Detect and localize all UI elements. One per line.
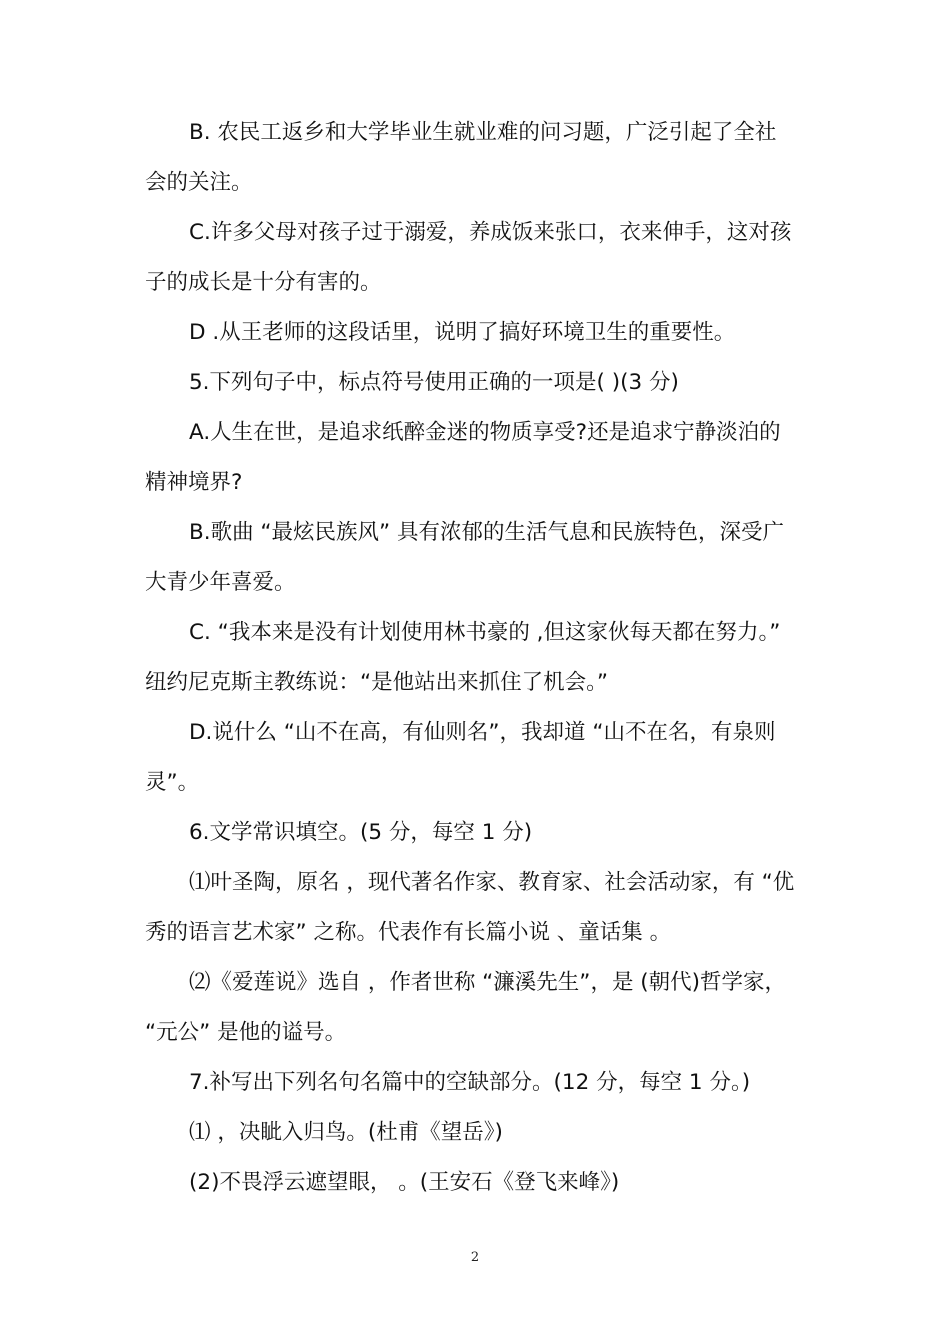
text-line: “元公” 是他的谥号。: [145, 1020, 347, 1045]
question-heading: 7.补写出下列名句名篇中的空缺部分。(12 分，每空 1 分。): [189, 1070, 751, 1095]
question-heading: 5.下列句子中，标点符号使用正确的一项是( )(3 分): [189, 370, 679, 395]
text-line: ⑴ ，决眦入归鸟。(杜甫《望岳》): [189, 1120, 503, 1145]
text-line: D .从王老师的这段话里，说明了搞好环境卫生的重要性。: [189, 320, 736, 345]
text-line: 会的关注。: [145, 170, 253, 195]
text-line: 纽约尼克斯主教练说：“是他站出来抓住了机会。”: [145, 670, 609, 695]
text-line: 大青少年喜爱。: [145, 570, 296, 595]
text-line: 子的成长是十分有害的。: [145, 270, 382, 295]
text-line: C. “我本来是没有计划使用林书豪的 ,但这家伙每天都在努力。”: [189, 620, 781, 645]
text-line: 精神境界?: [145, 470, 243, 495]
text-line: A.人生在世，是追求纸醉金迷的物质享受?还是追求宁静淡泊的: [189, 420, 781, 445]
text-line: B.歌曲 “最炫民族风” 具有浓郁的生活气息和民族特色，深受广: [189, 520, 785, 545]
text-line: C.许多父母对孩子过于溺爱，养成饭来张口，衣来伸手，这对孩: [189, 220, 792, 245]
text-line: D.说什么 “山不在高，有仙则名”，我却道 “山不在名，有泉则: [189, 720, 776, 745]
text-line: 秀的语言艺术家” 之称。代表作有长篇小说 、童话集 。: [145, 920, 672, 945]
text-line: ⑴叶圣陶，原名 ，现代著名作家、教育家、社会活动家，有 “优: [189, 870, 795, 895]
text-line: (2)不畏浮云遮望眼， 。(王安石《登飞来峰》): [189, 1170, 620, 1195]
text-line: B. 农民工返乡和大学毕业生就业难的问习题，广泛引起了全社: [189, 120, 777, 145]
page-number: 2: [470, 1250, 480, 1265]
text-line: 灵”。: [145, 770, 200, 795]
text-line: ⑵《爱莲说》选自 ，作者世称 “濂溪先生”，是 (朝代)哲学家，: [189, 970, 787, 995]
question-heading: 6.文学常识填空。(5 分，每空 1 分): [189, 820, 533, 845]
